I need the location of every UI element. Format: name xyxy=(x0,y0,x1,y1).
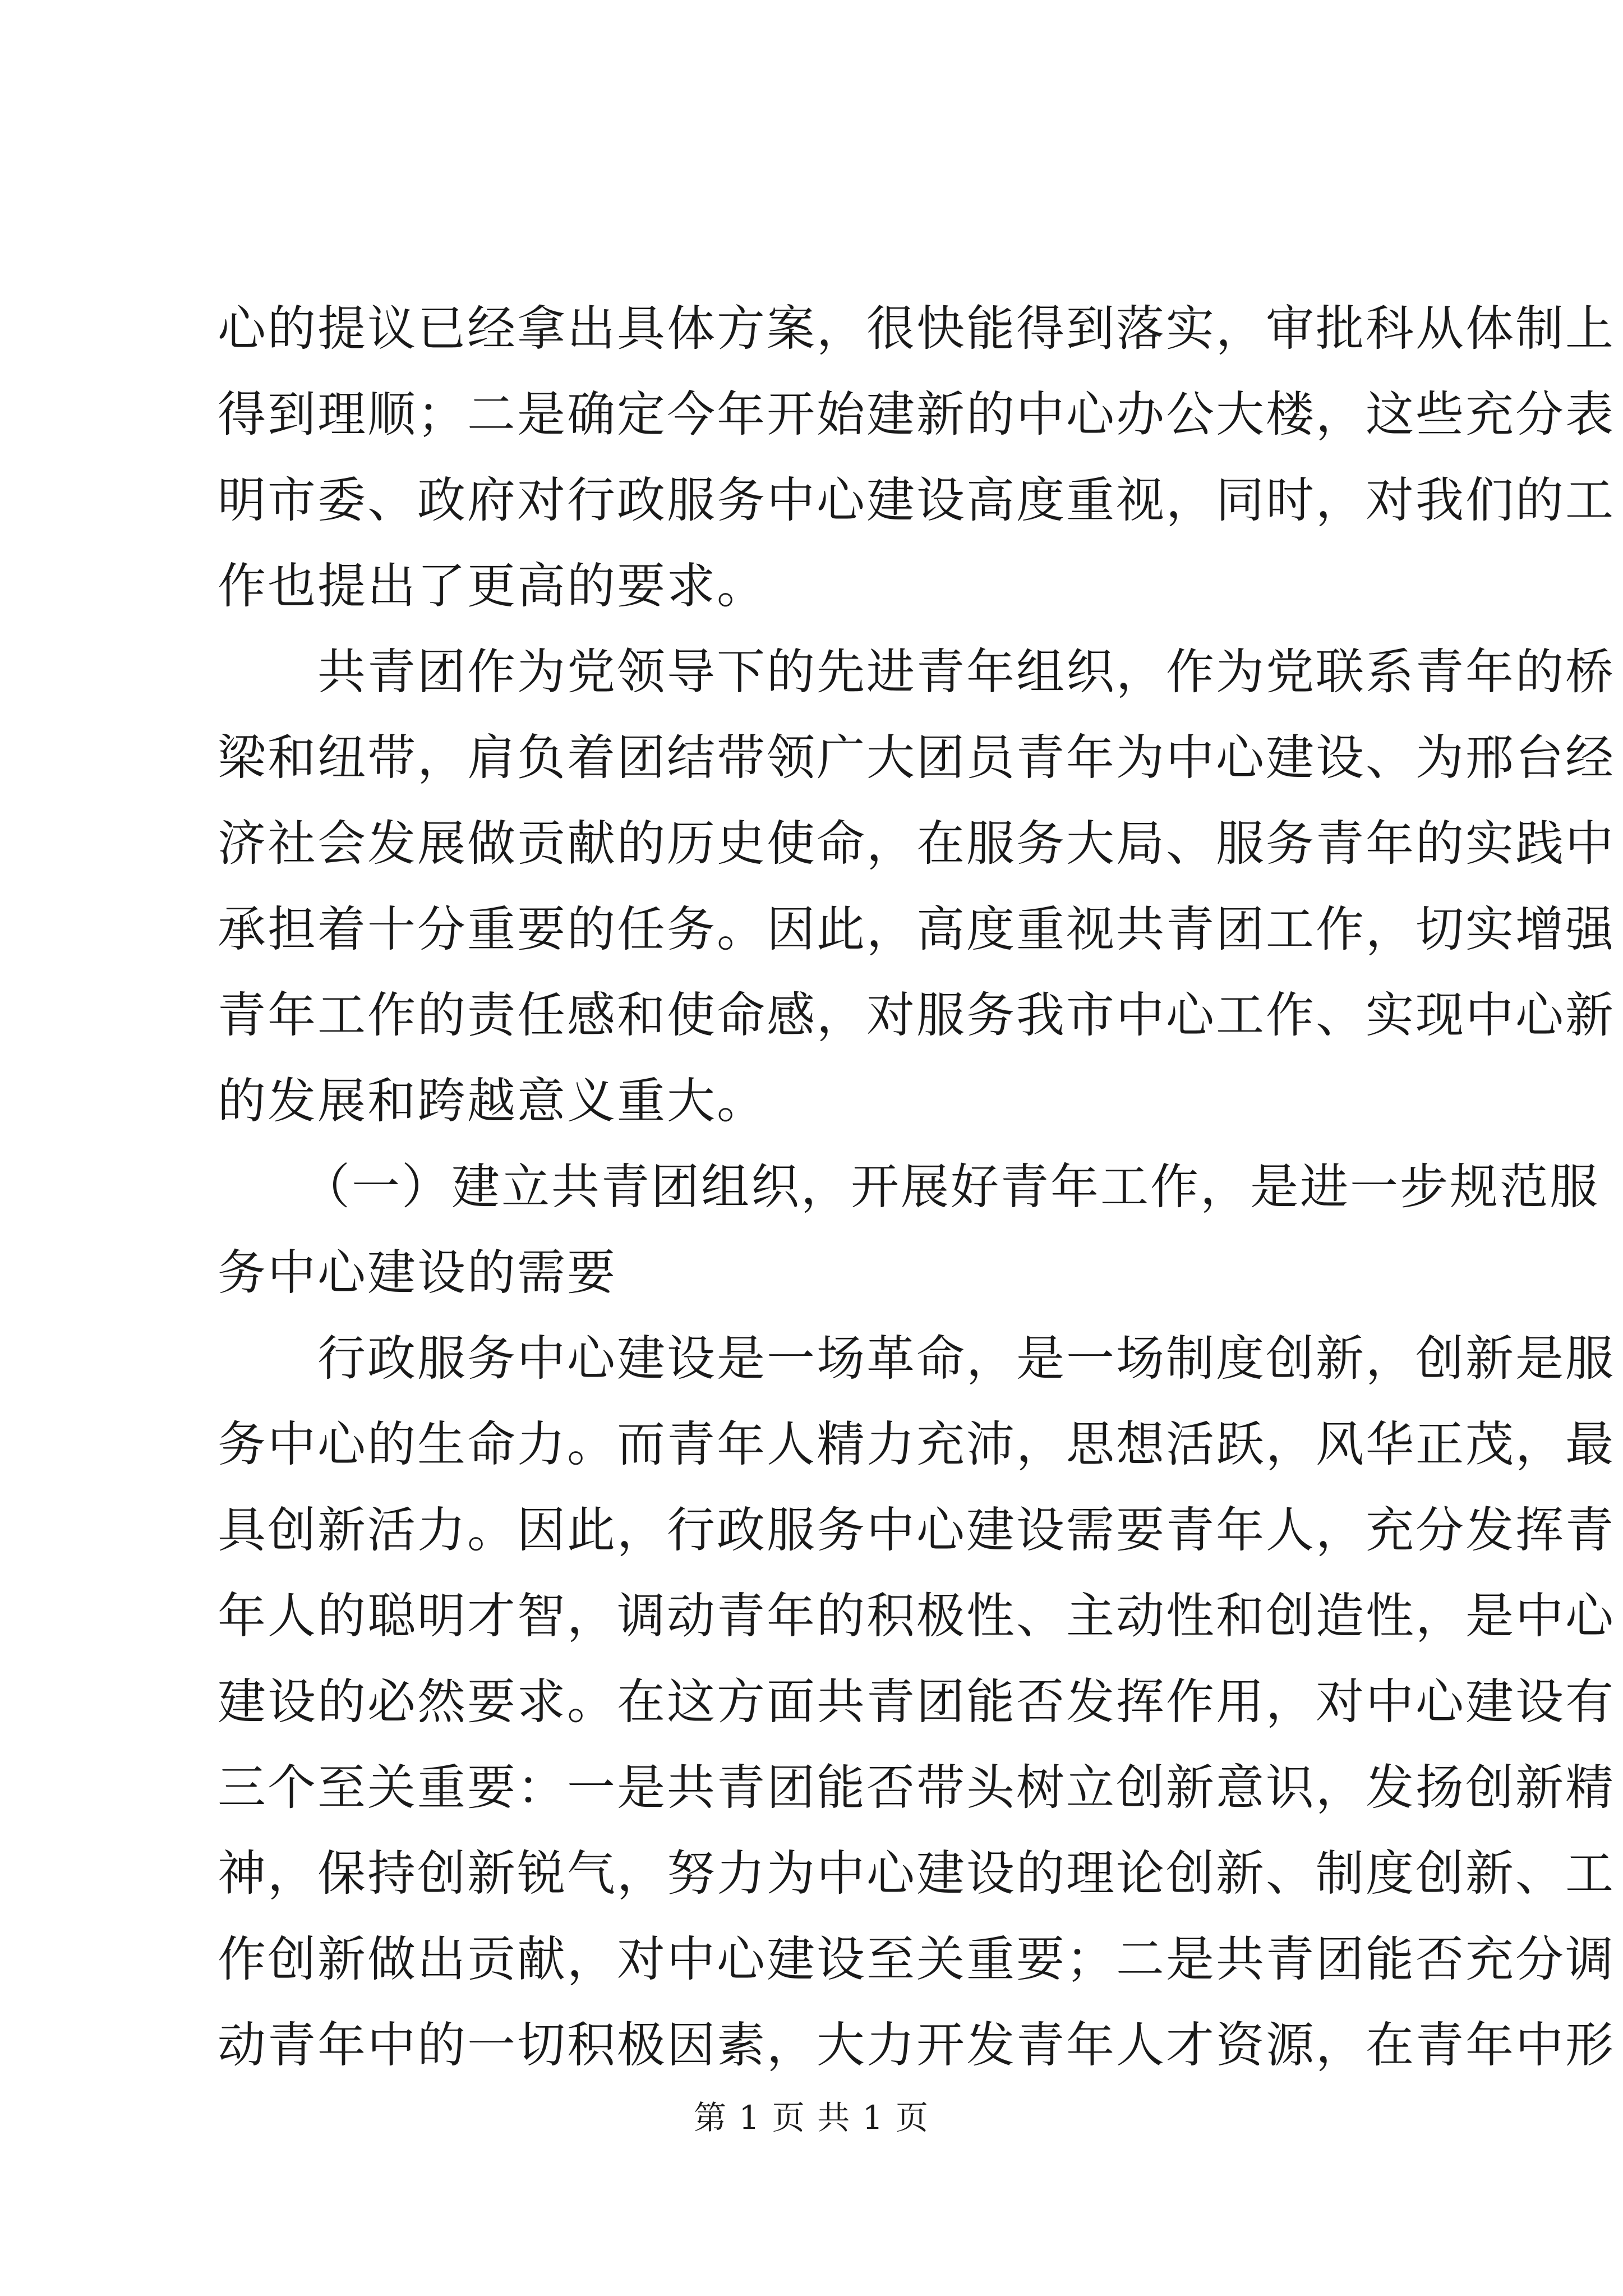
text-line: 神，保持创新锐气，努力为中心建设的理论创新、制度创新、工 xyxy=(218,1846,1615,1902)
paragraph-first-line: 共青团作为党领导下的先进青年组织，作为党联系青年的桥 xyxy=(317,644,1615,700)
section-heading-continuation: 务中心建设的需要 xyxy=(218,1245,617,1301)
page-number-footer: 第 1 页 共 1 页 xyxy=(694,2099,929,2137)
text-line: 年人的聪明才智，调动青年的积极性、主动性和创造性，是中心 xyxy=(218,1588,1615,1644)
text-line: 动青年中的一切积极因素，大力开发青年人才资源，在青年中形 xyxy=(218,2017,1615,2073)
text-line: 承担着十分重要的任务。因此，高度重视共青团工作，切实增强 xyxy=(218,901,1615,958)
text-line: 梁和纽带，肩负着团结带领广大团员青年为中心建设、为邢台经 xyxy=(218,730,1615,786)
text-line: 作创新做出贡献，对中心建设至关重要；二是共青团能否充分调 xyxy=(218,1931,1615,1987)
text-line: 济社会发展做贡献的历史使命，在服务大局、服务青年的实践中 xyxy=(218,816,1615,872)
text-line: 青年工作的责任感和使命感，对服务我市中心工作、实现中心新 xyxy=(218,987,1615,1043)
text-line: 三个至关重要：一是共青团能否带头树立创新意识，发扬创新精 xyxy=(218,1760,1615,1816)
text-line: 作也提出了更高的要求。 xyxy=(218,558,767,614)
text-line: 的发展和跨越意义重大。 xyxy=(218,1073,767,1129)
paragraph-first-line: 行政服务中心建设是一场革命，是一场制度创新，创新是服 xyxy=(317,1331,1615,1387)
section-heading: （一）建立共青团组织，开展好青年工作，是进一步规范服 xyxy=(302,1159,1599,1215)
text-line: 明市委、政府对行政服务中心建设高度重视，同时，对我们的工 xyxy=(218,472,1615,528)
text-line: 得到理顺；二是确定今年开始建新的中心办公大楼，这些充分表 xyxy=(218,386,1615,443)
text-line: 具创新活力。因此，行政服务中心建设需要青年人，充分发挥青 xyxy=(218,1502,1615,1558)
text-line: 务中心的生命力。而青年人精力充沛，思想活跃，风华正茂，最 xyxy=(218,1416,1615,1473)
body-text xyxy=(218,286,1615,2088)
text-line: 建设的必然要求。在这方面共青团能否发挥作用，对中心建设有 xyxy=(218,1674,1615,1730)
text-line: 心的提议已经拿出具体方案，很快能得到落实，审批科从体制上 xyxy=(218,301,1615,357)
